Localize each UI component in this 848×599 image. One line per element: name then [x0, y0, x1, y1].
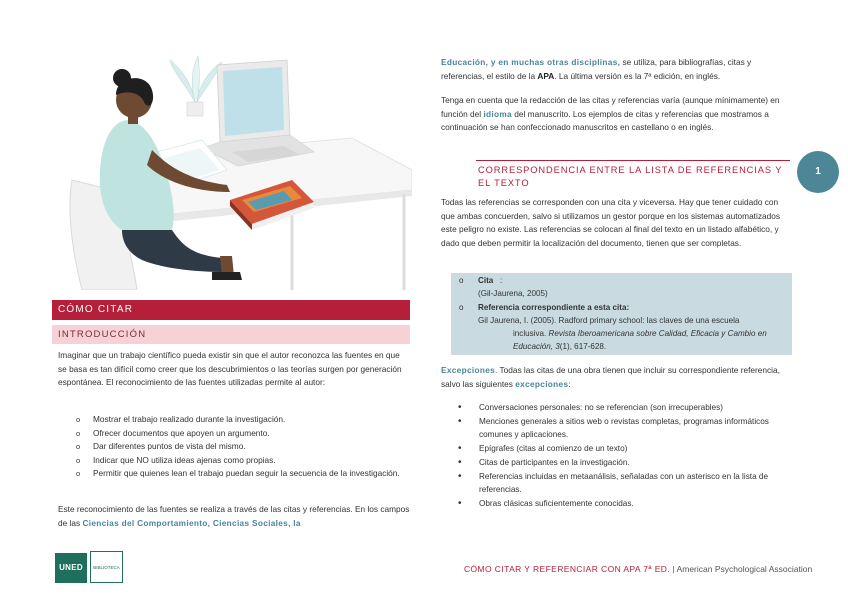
list-item: • Referencias incluidas en metaanálisis, señaladas con un asterisco en la lista de referencias.: [441, 470, 791, 497]
language-text: del manuscrito. Los ejemplos de citas y referencias que mostramos a continuación se han confeccionado manuscritos en castellano o en inglés.: [441, 108, 769, 133]
footer-subtitle: American Psychological Association: [676, 564, 813, 574]
bullet-marker: o: [459, 303, 464, 312]
recognition-paragraph: [58, 503, 410, 530]
subsection-title: INTRODUCCIÓN: [52, 325, 410, 344]
footer-separator: |: [670, 564, 677, 574]
exceptions-text: . Todas las citas de una obra tienen que incluir su correspondiente referencia, salvo las siguientes: [441, 365, 780, 389]
exceptions-highlight: excepciones: [515, 378, 569, 389]
laptop-illustration: [202, 60, 314, 166]
exceptions-colon: :: [568, 378, 571, 389]
exceptions-label: Excepciones: [441, 365, 496, 375]
library-logo: BIBLIOTECA: [90, 551, 123, 583]
apa-emphasis: APA: [537, 70, 555, 81]
heading-divider: [476, 160, 790, 161]
page-footer: [464, 564, 834, 574]
reference-pages: (1), 617-628.: [559, 342, 607, 351]
correspondence-paragraph: Todas las referencias se corresponden con una cita y viceversa. Hay que tener cuidado con que ambas concuerden, salvo si utilizamos un gestor porque en los sistemas automatizados este peligro no existe. Las referencias se colocan al final del texto en un listado alfabético, y dado que deben permitir la localización del documento, tienen que ser completas.: [441, 197, 780, 248]
correspondence-heading: CORRESPONDENCIA ENTRE LA LISTA DE REFERENCIAS Y EL TEXTO: [478, 165, 783, 188]
exceptions-paragraph: [441, 364, 791, 391]
list-item: • Conversaciones personales: no se referencian (son irrecuperables): [441, 401, 791, 415]
intro-list: [58, 413, 410, 481]
language-highlight: idioma: [483, 108, 512, 119]
list-item: • Menciones generales a sitios web o revistas completas, programas informáticos comunes y aplicaciones.: [441, 415, 791, 442]
recognition-text: Este reconocimiento de las fuentes se realiza a través de las citas y referencias. En los campos de las: [58, 504, 410, 528]
apa-text: . La última versión es la 7ª edición, en inglés.: [554, 70, 721, 81]
list-item: • Obras clásicas suficientemente conocidas.: [441, 497, 791, 511]
apa-paragraph: [441, 56, 791, 83]
exceptions-list: [441, 401, 791, 511]
reference-line-1: Gil Jaurena, I. (2005). Radford primary school: las claves de una escuela: [478, 316, 740, 325]
disciplines-highlight: Educación, y en muchas otras disciplinas,: [441, 57, 621, 67]
journal-volume: Educación, 3: [513, 342, 560, 351]
woman-at-laptop-illustration: [52, 40, 412, 290]
uned-logo: UNED: [55, 553, 87, 583]
colon: :: [500, 276, 503, 285]
list-item: • Citas de participantes en la investigación.: [441, 456, 791, 470]
language-text: Tenga en cuenta que la redacción de las citas y referencias varía (aunque mínimamente) en función del: [441, 95, 780, 119]
reference-line-2: [513, 328, 767, 341]
list-item: o Permitir que quienes lean el trabajo puedan seguir la secuencia de la investigación.: [58, 467, 410, 481]
intro-paragraph: Imaginar que un trabajo científico pueda existir sin que el autor reconozca las fuentes en que se basa es tan difícil como creer que los descubrimientos o las teorías surgen por generación espontánea. El reconocimiento de las fuentes utilizadas permite al autor:: [58, 350, 402, 388]
disciplines-highlight: Ciencias del Comportamiento, Ciencias Sociales, la: [82, 517, 301, 528]
bullet-marker: o: [459, 276, 464, 285]
list-item: • Epígrafes (citas al comienzo de un texto): [441, 442, 791, 456]
reference-line-3: [513, 341, 606, 354]
list-item: o Indicar que NO utiliza ideas ajenas como propias.: [58, 454, 410, 468]
example-box: [451, 273, 792, 355]
language-paragraph: [441, 94, 791, 135]
apa-text: se utiliza, para bibliografías, citas y referencias, el estilo de la: [441, 57, 752, 81]
section-title: CÓMO CITAR: [52, 300, 410, 320]
reference-text: inclusiva.: [513, 329, 549, 338]
cite-label: Cita: [478, 276, 494, 285]
page-number-badge: 1: [797, 151, 839, 193]
journal-title: Revista Iberoamericana sobre Calidad, Eficacia y Cambio en: [548, 329, 767, 338]
plant-illustration: [170, 56, 222, 116]
list-item: o Mostrar el trabajo realizado durante la investigación.: [58, 413, 410, 427]
reference-label: Referencia correspondiente a esta cita:: [478, 303, 630, 312]
footer-title: CÓMO CITAR Y REFERENCIAR CON APA 7ª ED.: [464, 564, 671, 574]
list-item: o Dar diferentes puntos de vista del mismo.: [58, 440, 410, 454]
list-item: o Ofrecer documentos que apoyen un argumento.: [58, 427, 410, 441]
cite-value: (Gil-Jaurena, 2005): [478, 289, 548, 298]
